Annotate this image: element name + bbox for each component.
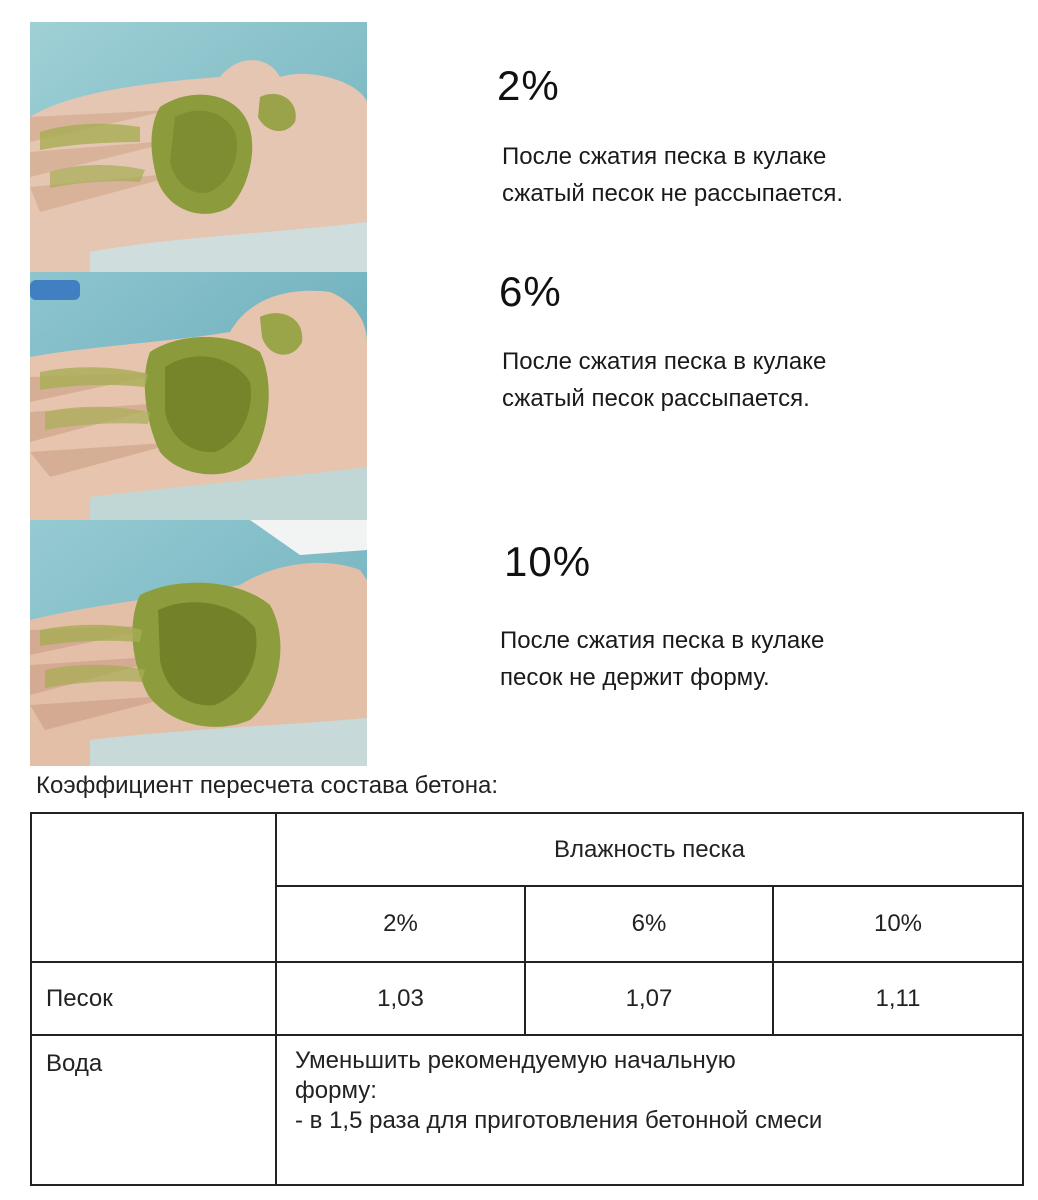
table-header-row (31, 813, 1023, 886)
water-instruction-cell (276, 1035, 1023, 1185)
sand-coefficient-cell: 1,11 (773, 962, 1023, 1035)
group-header-sand-moisture: Влажность песка (276, 813, 1023, 886)
table-row-sand (31, 962, 1023, 1035)
column-header: 2% (276, 886, 525, 962)
column-header: 6% (525, 886, 773, 962)
water-instruction-line: - в 1,5 раза для приготовления бетонной смеси (295, 1107, 823, 1134)
description-line: После сжатия песка в кулаке (502, 143, 827, 170)
moisture-percent-6: 6% (499, 268, 562, 315)
description-line: После сжатия песка в кулаке (502, 348, 827, 375)
hand-sand-image (30, 22, 367, 272)
table-corner-cell (31, 813, 276, 962)
description-line: сжатый песок рассыпается. (502, 385, 810, 412)
moisture-description-6 (502, 343, 826, 417)
moisture-percent-2: 2% (497, 62, 560, 109)
description-line: песок не держит форму. (500, 664, 770, 691)
moisture-percent-10: 10% (504, 538, 592, 585)
photo-hand-sand-2-percent (30, 22, 367, 272)
description-line: сжатый песок не рассыпается. (502, 180, 844, 207)
water-instruction-line: Уменьшить рекомендуемую начальную (295, 1047, 736, 1074)
sand-coefficient-cell: 1,03 (276, 962, 525, 1035)
moisture-description-10 (500, 622, 824, 696)
column-header: 10% (773, 886, 1023, 962)
hand-sand-image (30, 272, 367, 520)
table-row-water (31, 1035, 1023, 1185)
moisture-description-2 (502, 138, 843, 212)
description-line: После сжатия песка в кулаке (500, 627, 825, 654)
photo-hand-sand-6-percent (30, 272, 367, 520)
water-instruction-line: форму: (295, 1077, 377, 1104)
hand-sand-image (30, 520, 367, 766)
conversion-coefficient-table (30, 812, 1024, 1186)
sand-coefficient-cell: 1,07 (525, 962, 773, 1035)
row-label-water: Вода (31, 1035, 276, 1185)
table-caption: Коэффициент пересчета состава бетона: (36, 772, 498, 799)
row-label-sand: Песок (31, 962, 276, 1035)
photo-hand-sand-10-percent (30, 520, 367, 766)
